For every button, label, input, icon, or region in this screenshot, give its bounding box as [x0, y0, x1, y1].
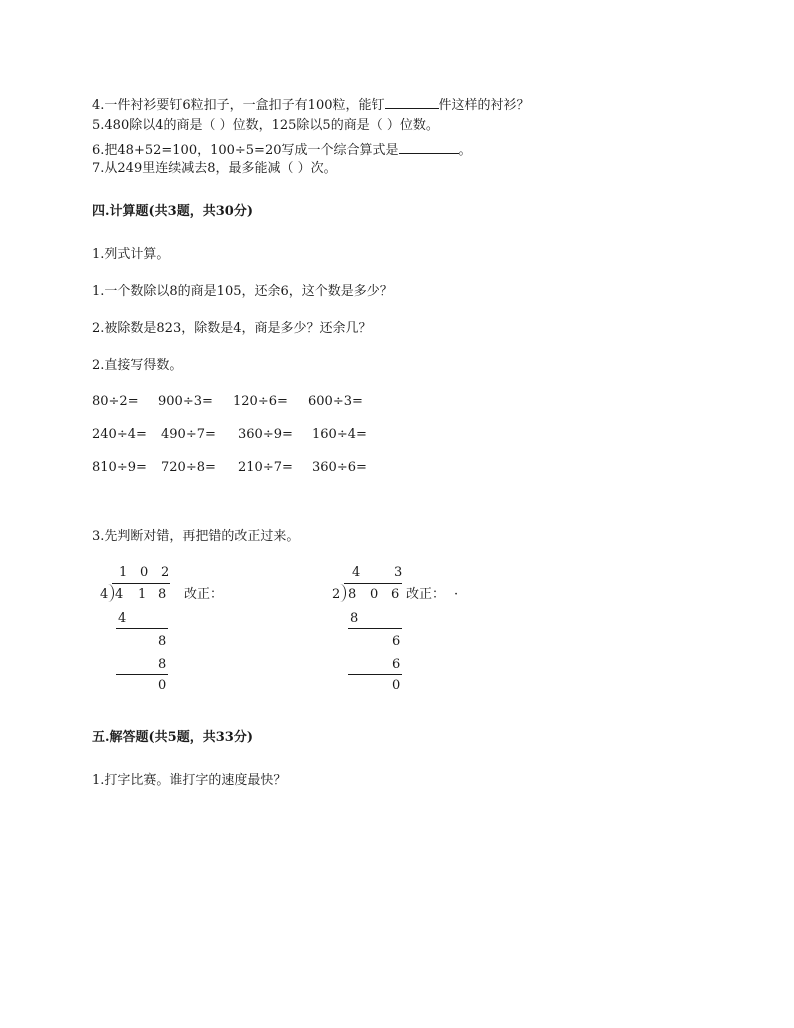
dividend-digit: 4: [115, 587, 124, 602]
dividend-digit: 6: [391, 587, 400, 602]
problem-6-text-post: 。: [458, 143, 472, 158]
remainder: 0: [392, 678, 401, 693]
dividend-digit: 8: [158, 587, 167, 602]
answer-blank[interactable]: [385, 94, 439, 109]
problem-5: 5.480除以4的商是（ ）位数，125除以5的商是（ ）位数。: [92, 118, 439, 133]
problem-6-text-pre: 6.把48+52=100，100÷5=20写成一个综合算式是: [92, 143, 399, 158]
section-4-title: 四.计算题(共3题，共30分): [92, 204, 253, 219]
calc-item: 240÷4=: [92, 427, 147, 442]
q2-title: 2.直接写得数。: [92, 358, 183, 373]
step-line: [116, 628, 168, 629]
calc-item: 600÷3=: [308, 394, 363, 409]
divisor: 2: [332, 587, 341, 602]
step-value: 4: [118, 611, 127, 626]
fix-label: 改正：: [406, 587, 446, 602]
step-line: [116, 674, 168, 675]
step-value: 8: [350, 611, 359, 626]
calc-item: 210÷7=: [238, 460, 293, 475]
problem-7: 7.从249里连续减去8，最多能减（ ）次。: [92, 161, 337, 176]
q3-title: 3.先判断对错，再把错的改正过来。: [92, 529, 300, 544]
stray-dot: ·: [454, 587, 459, 602]
quotient-digit: 2: [161, 565, 170, 580]
calc-item: 160÷4=: [312, 427, 367, 442]
step-value: 8: [158, 634, 167, 649]
division-bar: [112, 583, 170, 584]
calc-item: 720÷8=: [161, 460, 216, 475]
q1-title: 1.列式计算。: [92, 247, 170, 262]
problem-4-text-post: 件这样的衬衫？: [438, 98, 530, 113]
section-5-title: 五.解答题(共5题，共33分): [92, 730, 253, 745]
dividend-digit: 8: [348, 587, 357, 602]
division-bracket: [103, 584, 114, 602]
division-bar: [344, 583, 402, 584]
problem-6: [92, 139, 472, 160]
quotient-digit: 1: [119, 565, 128, 580]
calc-item: 360÷9=: [238, 427, 293, 442]
problem-4-text-pre: 4.一件衬衫要钉6粒扣子，一盒扣子有100粒，能钉: [92, 98, 385, 113]
calc-item: 490÷7=: [161, 427, 216, 442]
divisor: 4: [100, 587, 109, 602]
q1-item-b: 2.被除数是823，除数是4，商是多少？还余几？: [92, 321, 372, 336]
step-value: 8: [158, 657, 167, 672]
problem-4: [92, 94, 530, 115]
q1-item-a: 1.一个数除以8的商是105，还余6，这个数是多少？: [92, 284, 393, 299]
step-line: [348, 628, 402, 629]
quotient-digit: 0: [140, 565, 149, 580]
division-bracket: [335, 584, 346, 602]
calc-item: 900÷3=: [158, 394, 213, 409]
step-value: 6: [392, 657, 401, 672]
step-value: 6: [392, 634, 401, 649]
long-division-right: [330, 565, 470, 695]
calc-item: 360÷6=: [312, 460, 367, 475]
fix-label: 改正：: [184, 587, 224, 602]
calc-item: 810÷9=: [92, 460, 147, 475]
calc-item: 120÷6=: [233, 394, 288, 409]
dividend-digit: 0: [370, 587, 379, 602]
long-division-left: [98, 565, 238, 695]
section-5-q1: 1.打字比赛。谁打字的速度最快？: [92, 773, 287, 788]
answer-blank[interactable]: [399, 139, 459, 154]
calc-item: 80÷2=: [92, 394, 139, 409]
quotient-digit: 4: [352, 565, 361, 580]
dividend-digit: 1: [138, 587, 147, 602]
remainder: 0: [158, 678, 167, 693]
quotient-digit: 3: [394, 565, 403, 580]
step-line: [348, 674, 402, 675]
